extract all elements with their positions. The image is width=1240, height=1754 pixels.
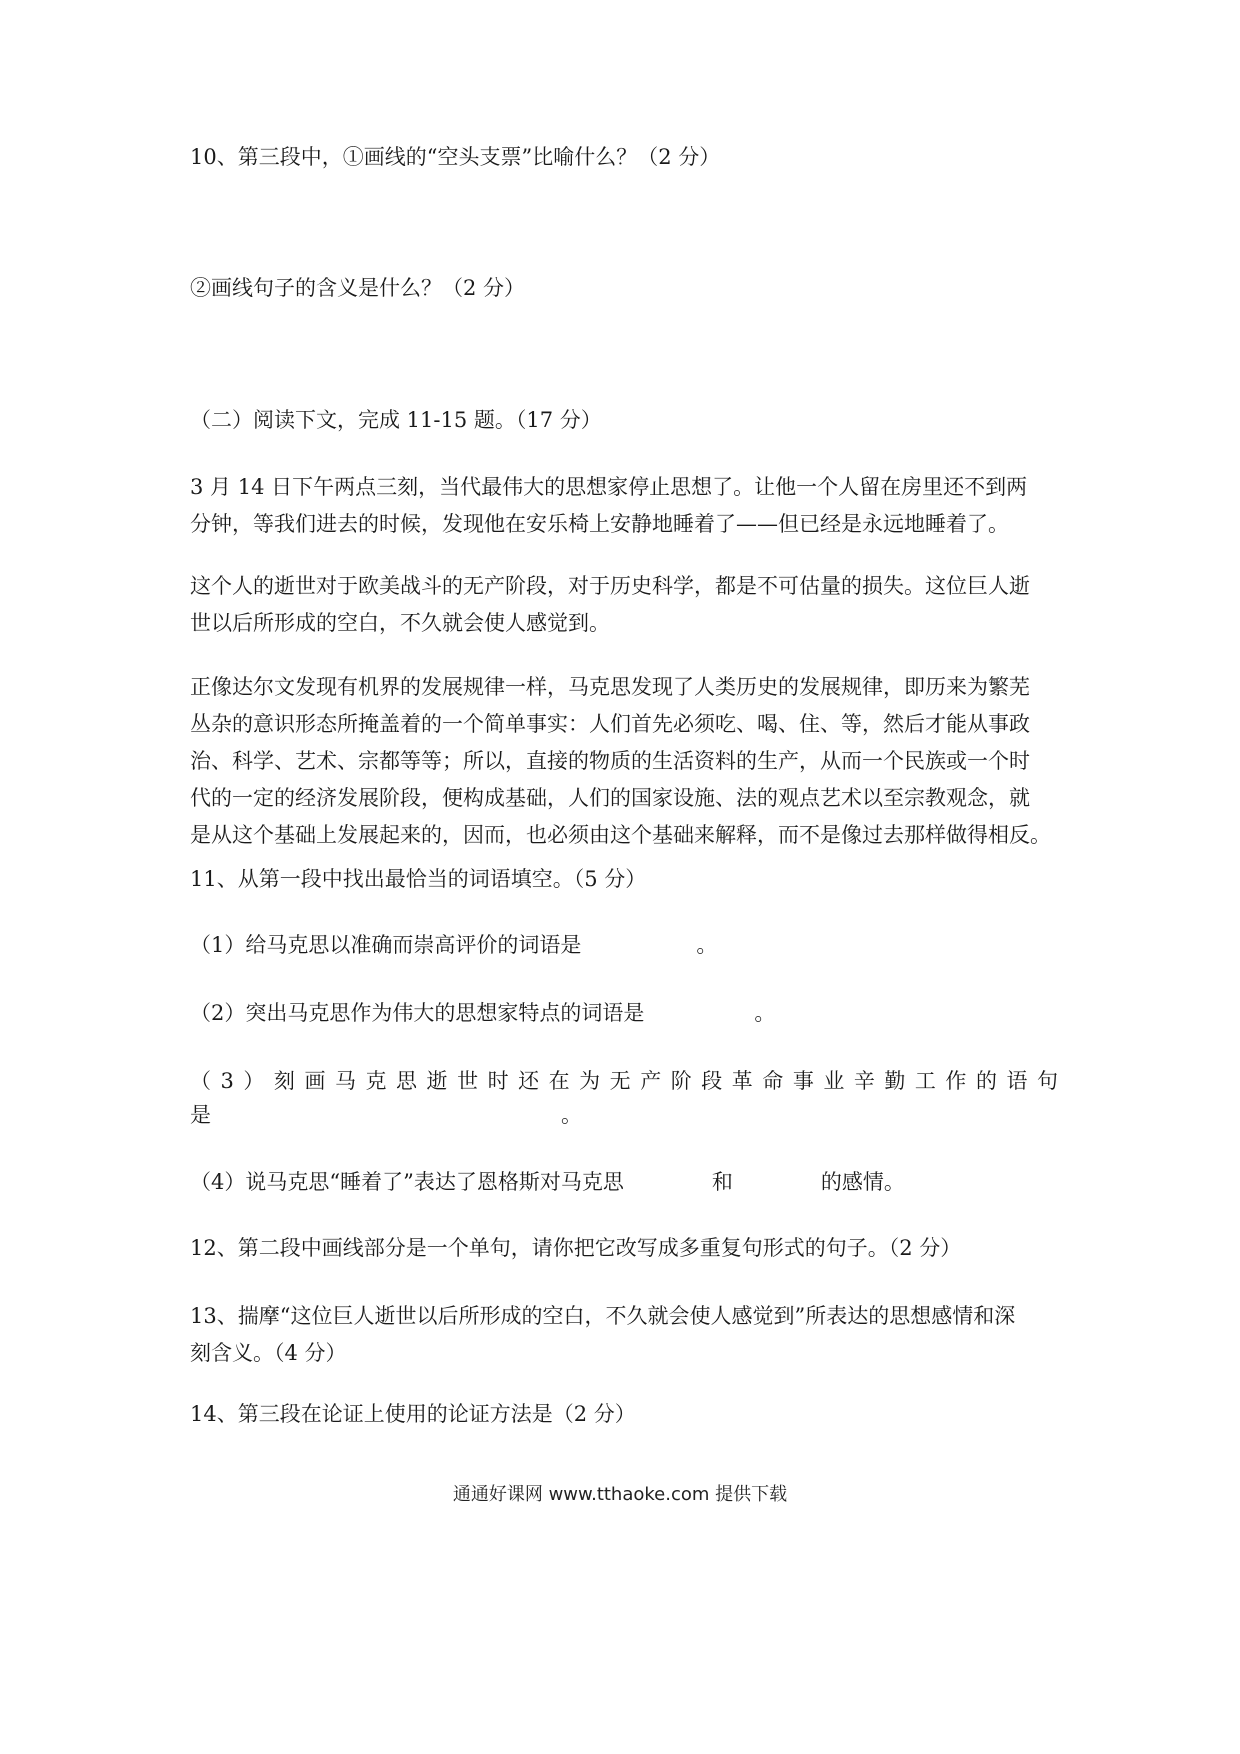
passage-line: 3 月 14 日下午两点三刻，当代最伟大的思想家停止思想了。让他一个人留在房里还不到两	[190, 475, 1028, 499]
passage-line: 治、科学、艺术、宗都等等；所以，直接的物质的生活资料的生产，从而一个民族或一个时	[190, 749, 1030, 773]
question-11-sub-4-and: 和	[711, 1170, 733, 1194]
passage-line: 正像达尔文发现有机界的发展规律一样，马克思发现了人类历史的发展规律，即历来为繁芜	[190, 675, 1030, 699]
passage-line: 代的一定的经济发展阶段，便构成基础，人们的国家设施、法的观点艺术以至宗教观念，就	[190, 786, 1030, 810]
passage-line: 丛杂的意识形态所掩盖着的一个简单事实：人们首先必须吃、喝、住、等，然后才能从事政	[190, 712, 1030, 736]
passage-line: 这个人的逝世对于欧美战斗的无产阶段，对于历史科学，都是不可估量的损失。这位巨人逝	[190, 574, 1030, 598]
question-13-line: 刻含义。（4 分）	[190, 1341, 347, 1365]
question-11-sub-2	[190, 1000, 775, 1027]
question-10-part-1: 10、第三段中，①画线的“空头支票”比喻什么？（2 分）	[190, 145, 721, 169]
question-11-sub-1	[190, 932, 717, 959]
question-13	[190, 1298, 1058, 1372]
page-footer: 通通好课网 www.tthaoke.com 提供下载	[452, 1484, 788, 1505]
question-10-part-2: ②画线句子的含义是什么？（2 分）	[190, 276, 526, 300]
passage-paragraph-1	[190, 469, 1058, 543]
passage-line: 分钟，等我们进去的时候，发现他在安乐椅上安静地睡着了——但已经是永远地睡着了。	[190, 512, 1009, 536]
question-11-sub-3-text: 是	[190, 1103, 211, 1127]
question-13-line: 13、揣摩“这位巨人逝世以后所形成的空白，不久就会使人感觉到”所表达的思想感情和深	[190, 1304, 1016, 1328]
question-11-sub-3-end: 。	[561, 1103, 582, 1127]
question-11-sub-1-end: 。	[696, 933, 718, 957]
question-11-sub-2-text: （2）突出马克思作为伟大的思想家特点的词语是	[190, 1001, 645, 1025]
question-11-sub-2-end: 。	[754, 1001, 776, 1025]
question-11-sub-4-text: （4）说马克思“睡着了”表达了恩格斯对马克思	[190, 1170, 624, 1194]
passage-paragraph-3	[190, 669, 1058, 854]
question-12: 12、第二段中画线部分是一个单句，请你把它改写成多重复句形式的句子。（2 分）	[190, 1236, 962, 1260]
question-11-sub-1-text: （1）给马克思以准确而崇高评价的词语是	[190, 933, 582, 957]
question-11-stem: 11、从第一段中找出最恰当的词语填空。（5 分）	[190, 867, 647, 891]
question-11-sub-3-line-1: （3）刻画马克思逝世时还在为无产阶段革命事业辛勤工作的语句	[190, 1069, 1058, 1093]
passage-line: 是从这个基础上发展起来的，因而，也必须由这个基础来解释，而不是像过去那样做得相反。	[190, 823, 1051, 847]
passage-paragraph-2	[190, 568, 1058, 642]
question-14: 14、第三段在论证上使用的论证方法是（2 分）	[190, 1402, 636, 1426]
question-11-sub-4	[190, 1169, 905, 1196]
section-heading: （二）阅读下文，完成 11-15 题。（17 分）	[190, 408, 602, 432]
passage-line: 世以后所形成的空白，不久就会使人感觉到。	[190, 611, 610, 635]
question-11-sub-3-line-2	[190, 1102, 582, 1129]
question-11-sub-4-end: 的感情。	[820, 1170, 905, 1194]
